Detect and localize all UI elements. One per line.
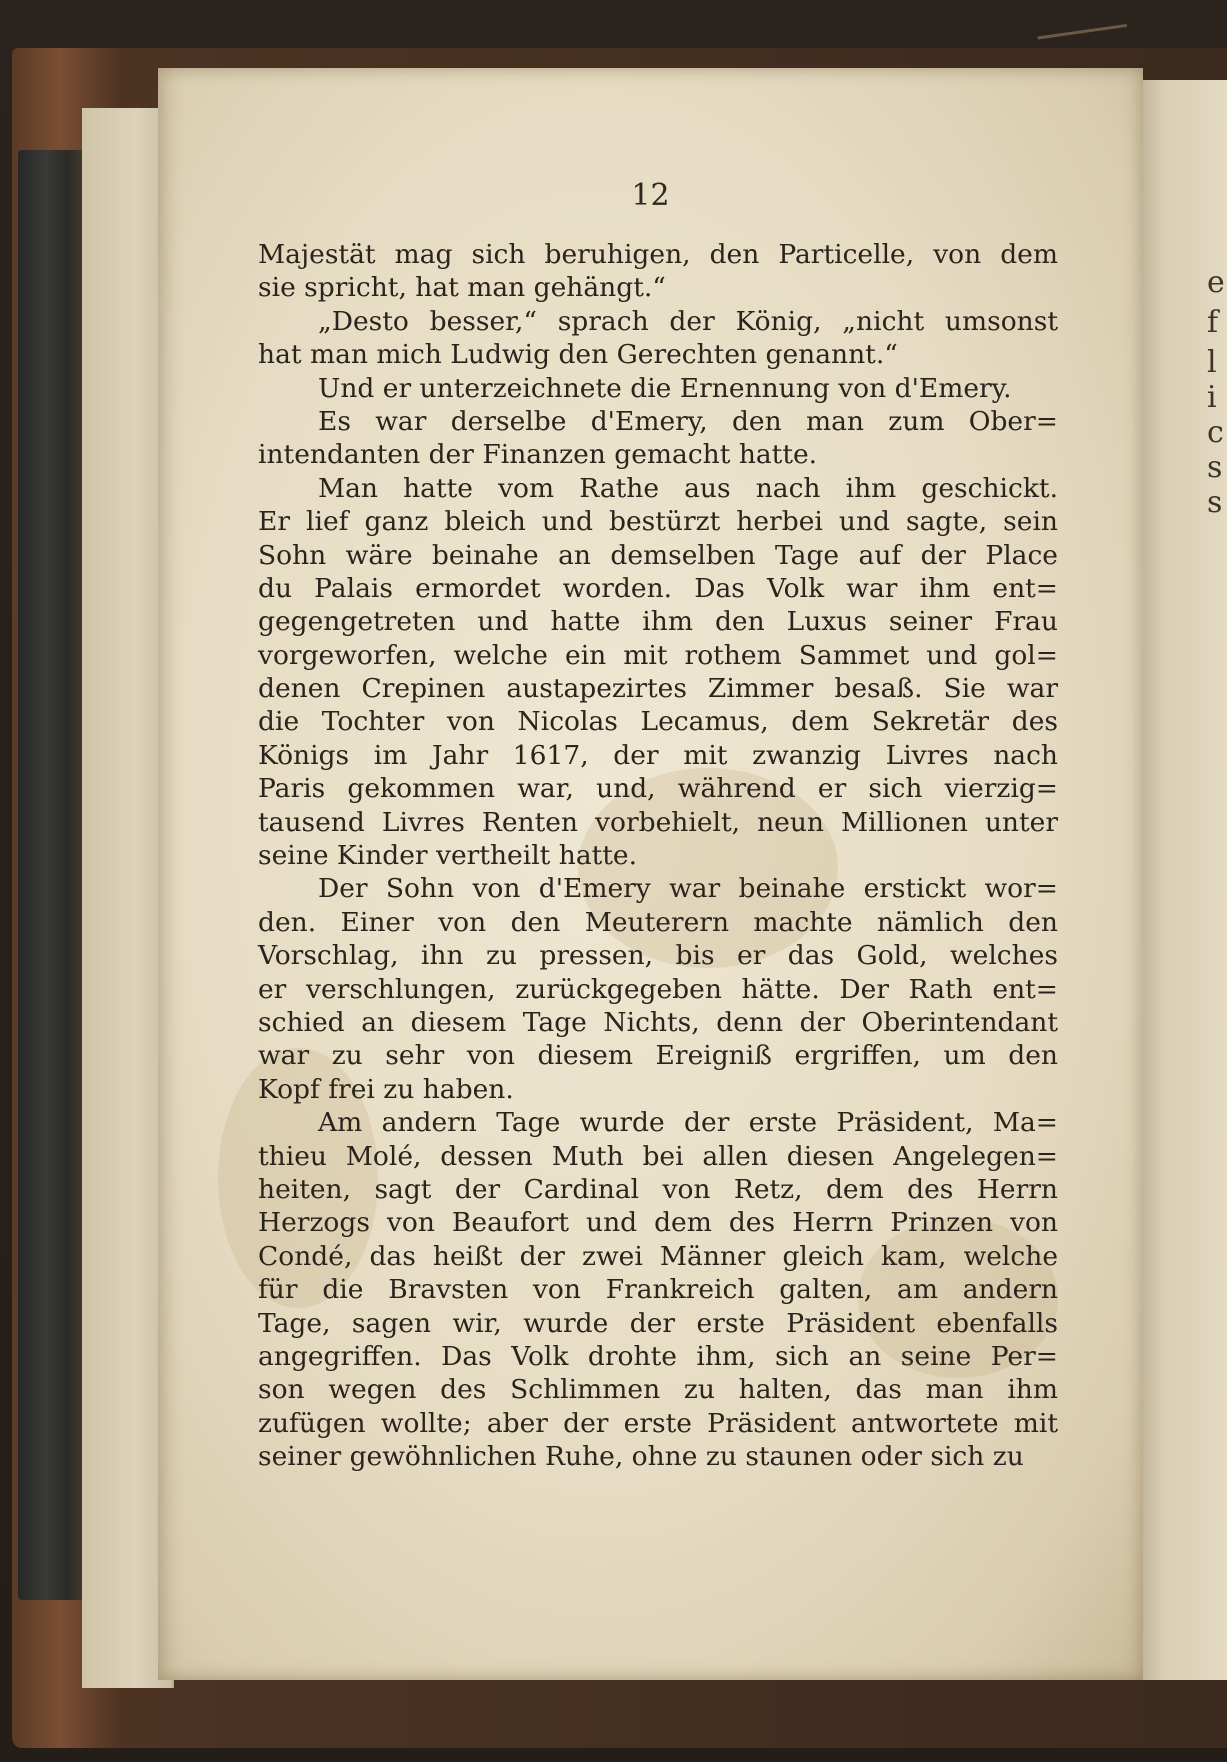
text-line: Kopf frei zu haben. (258, 1073, 514, 1105)
text-line: Am andern Tage wurde der erste Präsident, Ma= (318, 1107, 1058, 1139)
paragraph (258, 305, 1058, 372)
text-line: Es war derselbe d'Emery, den man zum Ober= (318, 405, 1058, 437)
paragraph (258, 372, 1058, 405)
text-line: Herzogs von Beaufort und dem des Herrn Prinzen von (258, 1207, 1058, 1239)
text-line: sie spricht, hat man gehängt.“ (258, 272, 666, 304)
facing-page-fragment: c (1207, 415, 1224, 450)
text-line: angegriffen. Das Volk drohte ihm, sich an seine Per= (258, 1340, 1058, 1372)
facing-page-fragment: l (1207, 345, 1217, 380)
text-line: war zu sehr von diesem Ereigniß ergriffen, um den (258, 1040, 1058, 1072)
text-line: heiten, sagt der Cardinal von Retz, dem des Herrn (258, 1173, 1058, 1205)
text-line: zufügen wollte; aber der erste Präsident antwortete mit (258, 1407, 1058, 1439)
text-line: seine Kinder vertheilt hatte. (258, 840, 638, 872)
paragraph (258, 472, 1058, 873)
binding-edge (18, 150, 88, 1600)
facing-page-fragment: s (1207, 485, 1223, 520)
text-line: Majestät mag sich beruhigen, den Particelle, von dem (258, 239, 1058, 270)
text-line: tausend Livres Renten vorbehielt, neun Millionen unter (258, 806, 1058, 838)
page-text (258, 238, 1058, 1473)
text-line: für die Bravsten von Frankreich galten, am andern (258, 1274, 1058, 1306)
text-line: Condé, das heißt der zwei Männer gleich kam, welche (258, 1240, 1058, 1272)
page-number: 12 (631, 178, 670, 213)
text-line: Sohn wäre beinahe an demselben Tage auf der Place (258, 539, 1058, 571)
text-line: hat man mich Ludwig den Gerechten genannt.“ (258, 339, 898, 371)
facing-page-fragment: e (1207, 265, 1225, 300)
text-line: er verschlungen, zurückgegeben hätte. Der Rath ent= (258, 973, 1058, 1005)
text-line: vorgeworfen, welche ein mit rothem Sammet und gol= (258, 639, 1058, 671)
facing-page-fragment: f (1207, 305, 1219, 340)
text-line: Der Sohn von d'Emery war beinahe erstickt wor= (318, 873, 1058, 905)
text-line: den. Einer von den Meuterern machte nämlich den (258, 906, 1058, 938)
facing-page-fragment: s (1207, 450, 1223, 485)
text-line: „Desto besser,“ sprach der König, „nicht umsonst (318, 305, 1058, 337)
text-line: Paris gekommen war, und, während er sich vierzig= (258, 773, 1058, 805)
text-line: son wegen des Schlimmen zu halten, das man ihm (258, 1374, 1058, 1406)
text-line: seiner gewöhnlichen Ruhe, ohne zu staunen oder sich zu (258, 1441, 1024, 1473)
text-line: gegengetreten und hatte ihm den Luxus seiner Frau (258, 606, 1058, 638)
text-line: thieu Molé, dessen Muth bei allen diesen Angelegen= (258, 1140, 1058, 1172)
paragraph (258, 872, 1058, 1106)
paragraph (258, 238, 1058, 305)
text-line: Und er unterzeichnete die Ernennung von d'Emery. (318, 372, 1012, 404)
text-line: du Palais ermordet worden. Das Volk war ihm ent= (258, 572, 1058, 604)
book-page (158, 68, 1143, 1680)
text-line: Vorschlag, ihn zu pressen, bis er das Gold, welches (258, 940, 1058, 972)
text-line: Tage, sagen wir, wurde der erste Präsident ebenfalls (258, 1307, 1058, 1339)
facing-page-edge (1135, 80, 1227, 1680)
text-line: die Tochter von Nicolas Lecamus, dem Sekretär des (258, 706, 1058, 738)
text-line: Man hatte vom Rathe aus nach ihm geschickt. (318, 472, 1058, 504)
text-line: intendanten der Finanzen gemacht hatte. (258, 439, 818, 471)
facing-page-fragment: i (1207, 380, 1217, 415)
text-line: Er lief ganz bleich und bestürzt herbei und sagte, sein (258, 506, 1058, 538)
text-line: schied an diesem Tage Nichts, denn der Oberintendant (258, 1006, 1058, 1038)
text-line: Königs im Jahr 1617, der mit zwanzig Livres nach (258, 739, 1058, 771)
paragraph (258, 1106, 1058, 1473)
text-line: denen Crepinen austapezirtes Zimmer besaß. Sie war (258, 673, 1058, 705)
paragraph (258, 405, 1058, 472)
